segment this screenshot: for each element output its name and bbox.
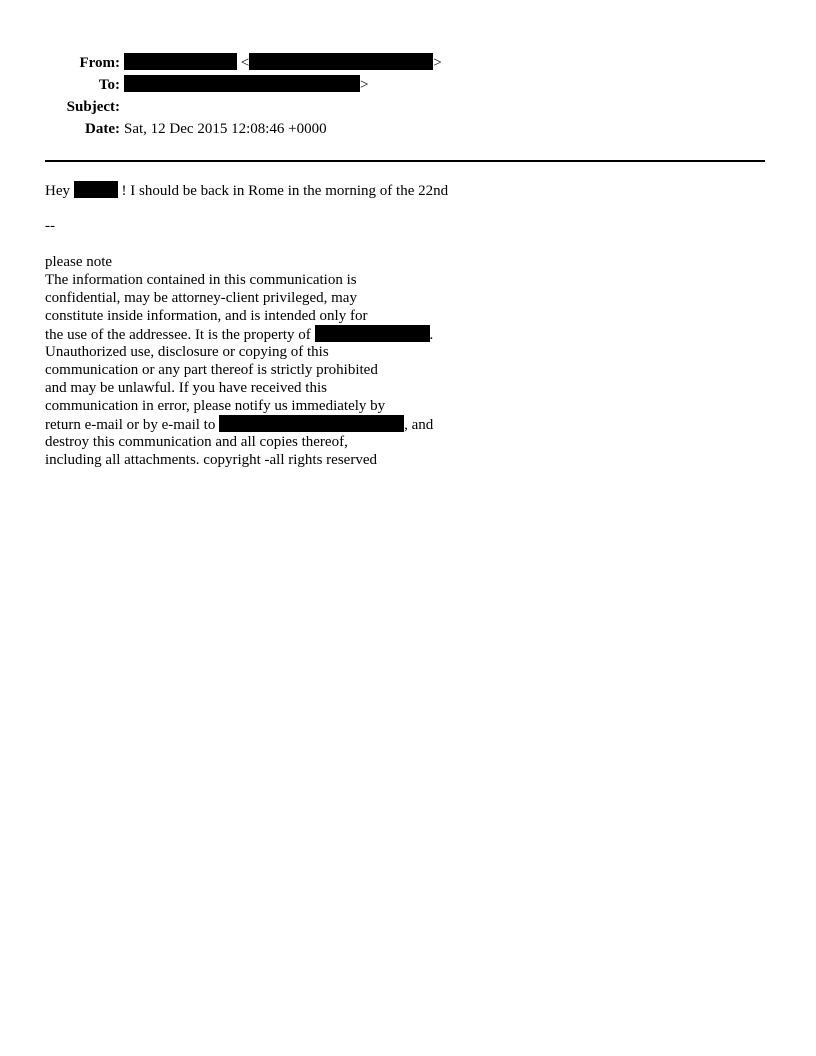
disclaimer-line: and may be unlawful. If you have received this: [45, 380, 327, 396]
header-divider: [45, 160, 765, 162]
date-value: Sat, 12 Dec 2015 12:08:46 +0000: [124, 121, 327, 137]
disclaimer-line: confidential, may be attorney-client privileged, may: [45, 290, 357, 306]
greeting-line: [45, 181, 765, 199]
redaction-block: [219, 415, 404, 432]
redaction-block: [124, 75, 360, 92]
from-row: [0, 52, 816, 74]
date-row: [0, 118, 816, 140]
disclaimer-line: including all attachments. copyright -all rights reserved: [45, 452, 377, 468]
disclaimer-line: destroy this communication and all copies thereof,: [45, 434, 348, 450]
greeting-pre: Hey: [45, 183, 70, 199]
disclaimer-line: [45, 325, 765, 343]
subject-label: Subject:: [66, 99, 120, 115]
from-label: From:: [79, 55, 120, 71]
greeting-post: ! I should be back in Rome in the morning of the 22nd: [121, 183, 449, 199]
from-value: [124, 52, 442, 74]
disclaimer-line: please note: [45, 254, 113, 270]
subject-row: [0, 96, 816, 118]
disclaimer-text: .: [429, 327, 434, 343]
to-value: [124, 74, 368, 96]
disclaimer-line: constitute inside information, and is intended only for: [45, 308, 368, 324]
disclaimer-line: [45, 415, 765, 433]
to-row: [0, 74, 816, 96]
from-open-bracket: <: [240, 55, 250, 71]
email-body: [45, 181, 765, 469]
redaction-block: [74, 181, 118, 198]
redaction-block: [124, 53, 237, 70]
disclaimer-line: Unauthorized use, disclosure or copying of this: [45, 344, 329, 360]
disclaimer-line: communication in error, please notify us immediately by: [45, 398, 386, 414]
to-label: To:: [98, 77, 120, 93]
from-close-bracket: >: [433, 55, 442, 71]
disclaimer-text: return e-mail or by e-mail to: [45, 417, 216, 433]
disclaimer-line: communication or any part thereof is strictly prohibited: [45, 362, 378, 378]
disclaimer-text: the use of the addressee. It is the property of: [45, 327, 311, 343]
to-close-bracket: >: [360, 77, 369, 93]
redaction-block: [315, 325, 430, 342]
date-label: Date:: [85, 121, 120, 137]
disclaimer-line: The information contained in this communication is: [45, 272, 357, 288]
redaction-block: [249, 53, 433, 70]
email-header: [0, 52, 816, 140]
disclaimer-text: , and: [404, 417, 434, 433]
signature-separator: --: [45, 218, 55, 234]
